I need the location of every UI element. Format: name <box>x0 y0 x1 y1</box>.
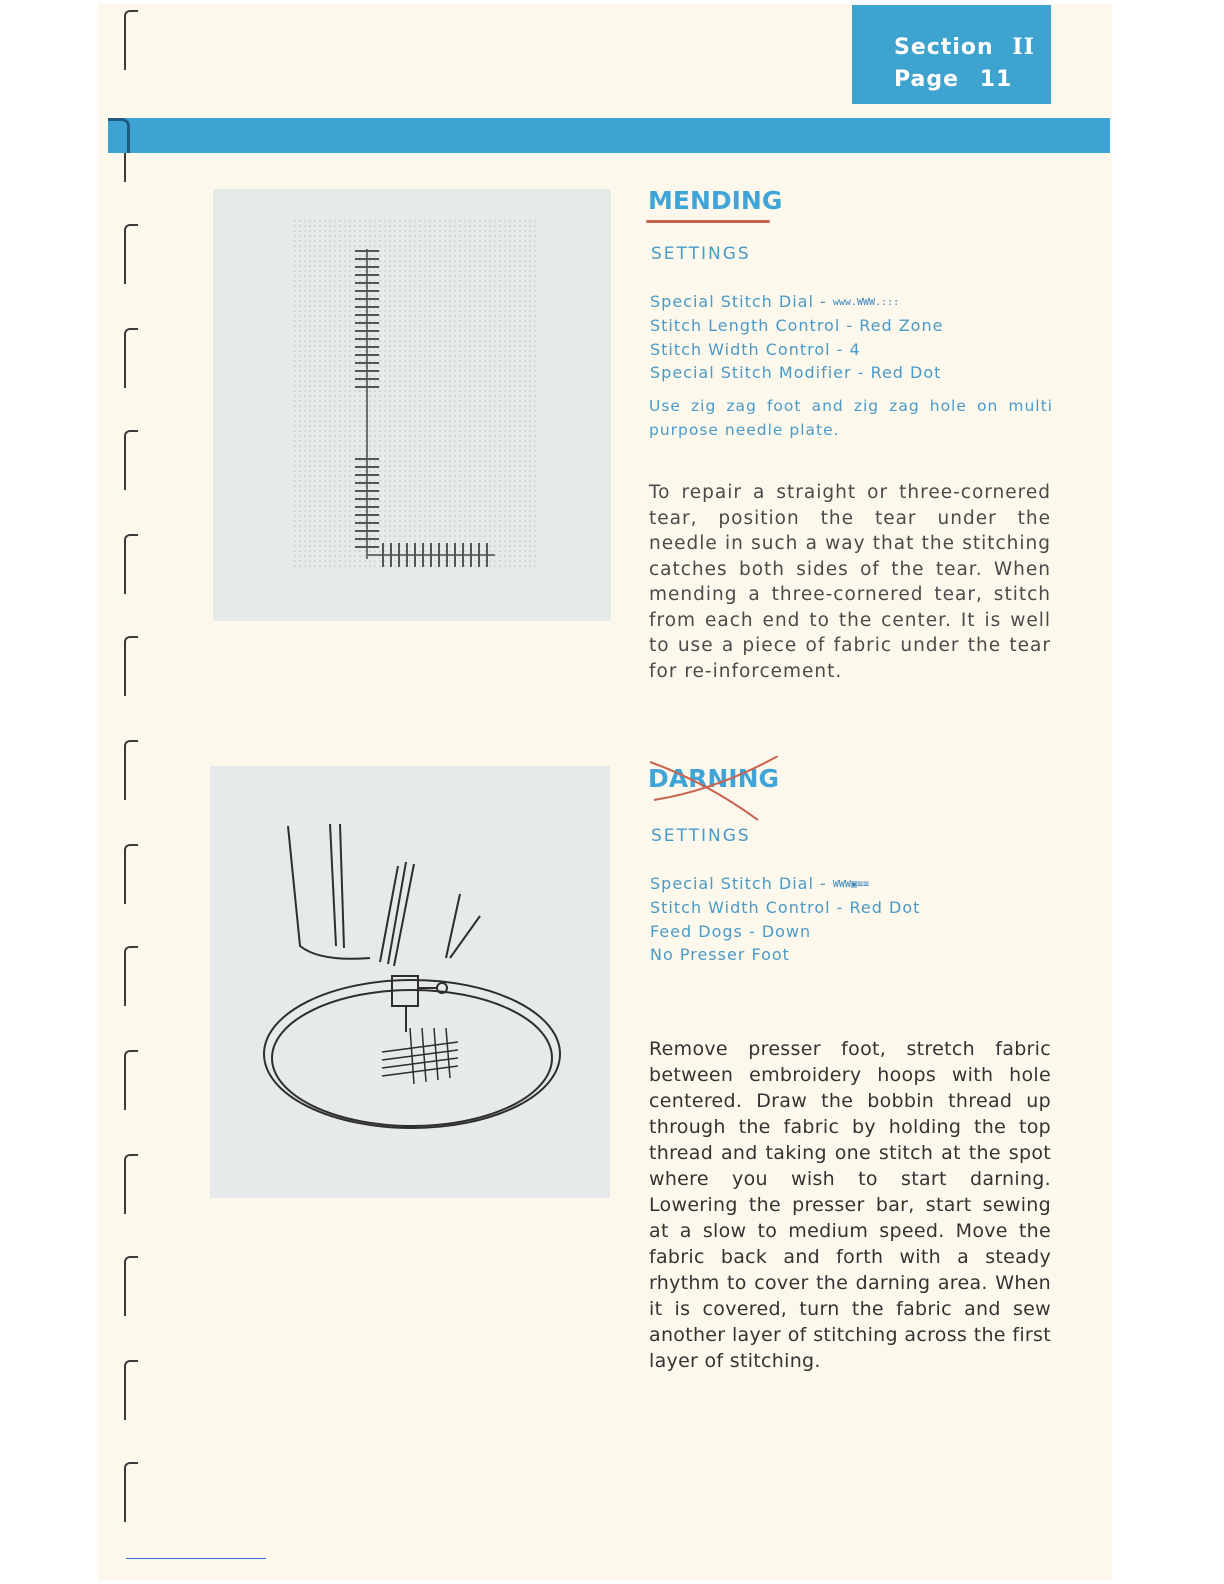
setting-item <box>650 314 943 338</box>
setting-value: Down <box>761 921 812 941</box>
mending-title-underline <box>646 220 770 223</box>
spiral-binding <box>124 10 138 1530</box>
page-number: 11 <box>979 67 1013 92</box>
setting-value: Red Zone <box>859 316 944 336</box>
setting-item <box>650 872 920 896</box>
binding-ring <box>124 1050 138 1110</box>
setting-separator: - <box>742 921 762 941</box>
setting-separator: - <box>813 874 833 893</box>
binding-ring <box>124 1462 138 1522</box>
binding-ring <box>124 224 138 284</box>
stitch-pattern-icon: www.WWW.::: <box>832 296 900 308</box>
section-tab <box>852 5 1051 104</box>
footer-rule <box>126 1558 266 1559</box>
setting-label: Stitch Width Control <box>650 339 831 359</box>
setting-item <box>650 361 943 385</box>
setting-separator: - <box>830 339 850 359</box>
page-label: Page <box>894 67 960 92</box>
mending-title: MENDING <box>648 186 783 215</box>
setting-item <box>650 943 920 967</box>
darning-settings-label: SETTINGS <box>651 826 751 846</box>
setting-value: Red Dot <box>870 363 942 383</box>
band-hook <box>108 118 130 153</box>
setting-label: No Presser Foot <box>650 945 790 965</box>
binding-ring <box>124 328 138 388</box>
setting-item <box>650 338 943 362</box>
section-number: II <box>1012 34 1035 60</box>
binding-ring <box>124 946 138 1006</box>
binding-ring <box>124 10 138 70</box>
setting-value: Red Dot <box>849 898 921 918</box>
pen-cross-mark <box>646 756 786 826</box>
section-label: Section <box>894 35 994 60</box>
mending-illustration <box>213 189 611 621</box>
setting-label: Stitch Width Control <box>650 898 831 918</box>
binding-ring <box>124 740 138 800</box>
header-band <box>108 118 1110 153</box>
mending-body: To repair a straight or three-cornered tear, position the tear under the needle in such a way that the stitching catches both sides of the tear. When mending a three-cornered tear, stitch from each end to the center. It is well to use a piece of fabric under the tear for re-inforcement. <box>649 482 1051 682</box>
mending-note: Use zig zag foot and zig zag hole on multi purpose needle plate. <box>649 397 1053 439</box>
page-indicator <box>894 64 1051 96</box>
setting-separator: - <box>840 316 860 336</box>
binding-ring <box>124 534 138 594</box>
binding-ring <box>124 1360 138 1420</box>
darning-title: DARNING <box>648 764 780 793</box>
setting-label: Special Stitch Dial <box>650 292 814 311</box>
darning-body: Remove presser foot, stretch fabric between embroidery hoops with hole centered. Draw the bobbin thread up through the fabric by holding the top thread and taking one stitch at the spot where you wish to start darning. Lowering the presser bar, start sewing at a slow to medium speed. Move the fabric back and forth with a steady rhythm to cover the darning area. When it is covered, turn the fabric and sew another layer of stitching across the first layer of stitching. <box>649 1038 1051 1372</box>
setting-item <box>650 896 920 920</box>
setting-label: Stitch Length Control <box>650 316 841 336</box>
darning-hoop-drawing <box>210 766 610 1198</box>
setting-separator: - <box>851 363 871 383</box>
mending-settings-list <box>650 290 943 385</box>
setting-label: Feed Dogs <box>650 921 743 941</box>
darning-illustration <box>210 766 610 1198</box>
binding-ring <box>124 844 138 904</box>
setting-label: Special Stitch Dial <box>650 874 814 893</box>
setting-separator: - <box>830 898 850 918</box>
setting-item <box>650 920 920 944</box>
setting-separator: - <box>813 292 833 311</box>
binding-ring <box>124 430 138 490</box>
binding-ring <box>124 1154 138 1214</box>
setting-value: 4 <box>849 339 861 359</box>
stitch-pattern-icon: WWW▣≡≡ <box>832 878 869 890</box>
setting-label: Special Stitch Modifier <box>650 363 852 383</box>
mended-tear-drawing <box>213 189 611 621</box>
section-heading <box>894 31 1051 64</box>
binding-ring <box>124 1256 138 1316</box>
mending-settings-label: SETTINGS <box>651 244 751 264</box>
binding-ring <box>124 636 138 696</box>
darning-settings-list <box>650 872 920 967</box>
setting-item <box>650 290 943 314</box>
